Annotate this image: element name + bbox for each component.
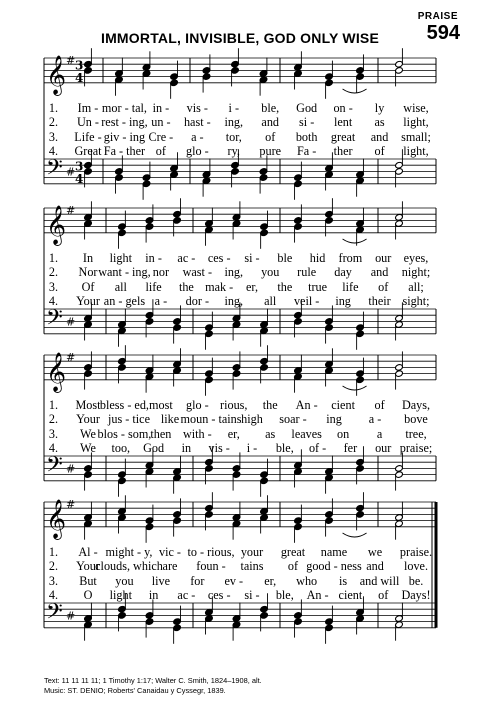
lyric-syllable: light, [403, 143, 429, 158]
lyric-syllable: hast - [183, 115, 211, 130]
lyric-syllable: from [338, 251, 363, 265]
lyric-syllable: Un - [76, 115, 100, 130]
treble-clef: 𝄞 [46, 204, 67, 245]
verse-number: 2. [48, 412, 58, 427]
lyric-syllable: Life - [74, 129, 102, 144]
treble-clef: 𝄞 [46, 351, 67, 392]
lyric-syllable: ing, [224, 115, 244, 130]
verse-number: 1. [48, 545, 58, 559]
lyric-syllable: our [375, 251, 392, 265]
lyric-syllable: glo - [185, 143, 209, 158]
lyric-line [0, 412, 480, 426]
lyric-syllable: praise. [399, 545, 433, 559]
lyric-syllable: are [162, 559, 178, 574]
lyric-syllable: an - gels [103, 293, 146, 308]
lyric-syllable: pure [259, 143, 282, 158]
lyric-syllable: in [181, 440, 192, 455]
lyric-syllable: of [374, 398, 385, 412]
lyric-syllable: a [376, 426, 383, 441]
lyric-line [0, 398, 480, 412]
lyric-syllable: both [295, 129, 318, 144]
lyric-syllable: night; [401, 265, 431, 280]
lyric-syllable: Great [74, 143, 102, 158]
lyric-syllable: eyes, [403, 251, 429, 265]
lyric-syllable: tains [240, 559, 264, 574]
lyric-syllable: i - [228, 101, 240, 115]
lyric-syllable: mor - tal, [101, 101, 147, 115]
lyric-syllable: fer [343, 440, 358, 455]
lyric-syllable: vis - [186, 101, 208, 115]
lyric-syllable: you [115, 573, 134, 588]
lyric-syllable: ac - [177, 251, 196, 265]
lyric-syllable: ble, [275, 440, 294, 455]
lyric-syllable: your [240, 545, 264, 559]
lyric-syllable: Fa - [297, 143, 317, 158]
lyric-syllable: great [330, 129, 356, 144]
lyric-syllable: We [80, 440, 96, 455]
lyric-syllable: rest - ing, [101, 115, 148, 130]
lyric-line [0, 144, 480, 158]
slur [343, 89, 367, 93]
verse-number: 1. [48, 251, 58, 265]
time-signature: 4 [75, 70, 84, 85]
verse-number: 4. [48, 587, 58, 602]
lyric-syllable: Your [76, 412, 100, 427]
key-signature: # [66, 351, 76, 364]
treble-clef: 𝄞 [46, 54, 67, 95]
lyric-syllable: of [378, 279, 389, 294]
lyric-syllable: si - [299, 115, 315, 130]
lyric-syllable: small; [401, 129, 431, 144]
lyric-syllable: day [334, 265, 352, 280]
key-signature: # [66, 165, 76, 179]
lyric-syllable: and [261, 115, 280, 130]
lyric-syllable: and [370, 265, 389, 280]
slur [343, 239, 367, 243]
lyric-syllable: i - [246, 440, 258, 455]
lyric-syllable: praise; [399, 440, 433, 455]
lyric-syllable: moun - tains [180, 412, 242, 427]
lyric-syllable: un - [151, 115, 171, 130]
lyric-syllable: the [277, 279, 293, 294]
key-signature: # [66, 498, 76, 511]
lyric-syllable: light, [403, 115, 429, 130]
lyric-syllable: live [151, 573, 171, 588]
lyric-syllable: rule [297, 265, 317, 280]
bass-clef: 𝄢 [46, 305, 63, 336]
lyric-syllable: vis - [208, 440, 230, 455]
lyric-syllable: Days, [401, 398, 431, 412]
lyric-syllable: of [265, 129, 276, 144]
lyric-syllable: ces - [207, 251, 231, 265]
lyric-syllable: on - [333, 101, 353, 115]
lyric-syllable: ble [277, 251, 293, 265]
lyric-line [0, 101, 480, 115]
lyric-syllable: who [296, 573, 318, 588]
lyric-syllable: and [370, 129, 389, 144]
lyric-line [0, 115, 480, 129]
lyric-syllable: cient [338, 587, 363, 602]
lyric-syllable: with - [182, 426, 212, 441]
lyric-line [0, 574, 480, 588]
verse-number: 2. [48, 559, 58, 574]
lyric-syllable: of [374, 143, 385, 158]
lyric-syllable: all; [408, 279, 424, 294]
lyric-syllable: as [265, 426, 276, 441]
lyric-syllable: tor, [225, 129, 242, 144]
lyric-syllable: soar - [279, 412, 307, 427]
lyric-syllable: er, [227, 426, 240, 441]
verse-number: 2. [48, 265, 58, 280]
lyric-syllable: the [262, 398, 278, 412]
lyric-syllable: ly [374, 101, 385, 115]
lyric-syllable: a - [154, 293, 168, 308]
lyric-syllable: jus - tice [108, 412, 150, 427]
lyric-syllable: Days! [401, 587, 431, 602]
lyric-syllable: ble, [261, 101, 280, 115]
lyric-syllable: hid [309, 251, 326, 265]
slur [343, 533, 367, 537]
lyric-syllable: our [375, 440, 392, 455]
lyric-syllable: si - [244, 251, 260, 265]
key-signature: # [66, 315, 76, 329]
lyric-syllable: er, [264, 573, 277, 588]
lyric-syllable: we [367, 545, 383, 559]
verse-number: 2. [48, 115, 58, 130]
lyric-line [0, 441, 480, 455]
key-signature: # [66, 54, 76, 67]
bass-clef: 𝄢 [46, 599, 63, 630]
lyric-syllable: of - [308, 440, 327, 455]
lyric-syllable: a - [368, 412, 382, 427]
lyric-syllable: be. [408, 573, 424, 588]
lyric-syllable: glo - [185, 398, 209, 412]
lyric-syllable: of [378, 587, 389, 602]
lyric-syllable: veil - [293, 293, 320, 308]
verse-number: 4. [48, 293, 58, 308]
lyric-syllable: too, [111, 440, 131, 455]
lyric-syllable: high [241, 412, 263, 427]
lyric-syllable: Most [75, 398, 101, 412]
bass-clef: 𝄢 [46, 155, 63, 186]
lyric-syllable: ing [326, 412, 342, 427]
hymn-title: IMMORTAL, INVISIBLE, GOD ONLY WISE [100, 30, 379, 46]
treble-clef: 𝄞 [46, 498, 67, 539]
lyric-syllable: vic - [159, 545, 181, 559]
text-credit: Text: 11 11 11 11; 1 Timothy 1:17; Walter C. Smith, 1824–1908, alt. [44, 676, 262, 685]
time-signature: 3 [75, 159, 84, 174]
slur [343, 386, 367, 390]
lyric-syllable: a - [191, 129, 204, 144]
verse-number: 3. [48, 573, 58, 588]
lyric-syllable: to - rious, [187, 545, 235, 559]
lyric-syllable: in - [145, 251, 162, 265]
lyric-syllable: Your [76, 293, 100, 308]
verse-number: 1. [48, 101, 58, 115]
lyric-syllable: the [178, 279, 194, 294]
lyric-syllable: name [320, 545, 348, 559]
lyric-line [0, 545, 480, 559]
lyric-syllable: tree, [405, 426, 427, 441]
section-label: PRAISE [417, 11, 458, 22]
lyric-syllable: An - [295, 398, 318, 412]
lyric-line [0, 559, 480, 573]
lyric-line [0, 130, 480, 144]
lyric-syllable: si - [244, 587, 260, 602]
lyric-syllable: ry, [227, 143, 240, 158]
lyric-line [0, 588, 480, 602]
lyric-syllable: Al - [78, 545, 98, 559]
key-signature: # [66, 204, 76, 217]
lyric-syllable: good - ness [306, 559, 362, 574]
verse-number: 4. [48, 143, 58, 158]
lyric-syllable: But [79, 573, 97, 588]
lyric-syllable: all [114, 279, 127, 294]
lyric-syllable: Of [81, 279, 95, 294]
lyric-syllable: ac - [177, 587, 196, 602]
lyric-syllable: life [342, 279, 359, 294]
lyric-syllable: on [337, 426, 350, 441]
lyric-syllable: for [190, 573, 205, 588]
lyric-syllable: life [145, 279, 162, 294]
lyric-syllable: of [287, 559, 299, 574]
lyric-syllable: and will [359, 573, 400, 588]
lyric-syllable: ing [335, 293, 351, 308]
lyric-syllable: Your [76, 559, 100, 574]
credits [44, 676, 262, 696]
lyric-syllable: sight; [402, 293, 430, 308]
lyric-line [0, 280, 480, 294]
lyric-syllable: want - ing, [98, 265, 151, 280]
lyric-line [0, 294, 480, 308]
verse-number: 3. [48, 426, 58, 441]
time-signature: 3 [75, 58, 84, 73]
lyric-syllable: bove [404, 412, 428, 427]
lyric-syllable: Fa - ther [103, 143, 146, 158]
lyric-syllable: leaves [291, 426, 322, 441]
lyric-syllable: foun - [196, 559, 226, 574]
lyric-syllable: clouds, which [95, 559, 163, 574]
lyric-syllable: might - y, [105, 545, 153, 559]
hymn-number: 594 [426, 22, 460, 44]
lyric-syllable: dor - [185, 293, 210, 308]
lyric-syllable: ing, [224, 293, 244, 308]
time-signature: 4 [75, 171, 84, 186]
music-credit: Music: ST. DENIO; Roberts' Canaidau y Cyssegr, 1839. [44, 686, 226, 695]
lyric-syllable: their [368, 293, 391, 308]
lyric-syllable: ther [333, 143, 353, 158]
lyric-syllable: Cre - [148, 129, 174, 144]
lyric-syllable: Nor [78, 265, 98, 280]
lyric-syllable: cient [331, 398, 355, 412]
verse-number: 3. [48, 279, 58, 294]
lyric-syllable: mak - [205, 279, 234, 294]
lyric-syllable: in - [152, 101, 170, 115]
lyric-syllable: and [366, 559, 384, 574]
bass-clef: 𝄢 [46, 452, 63, 483]
lyric-syllable: nor [152, 265, 169, 280]
verse-number: 4. [48, 440, 58, 455]
lyric-syllable: in [148, 587, 159, 602]
lyric-syllable: wise, [403, 101, 429, 115]
lyric-syllable: as [374, 115, 385, 130]
lyric-syllable: rious, [220, 398, 248, 412]
lyric-syllable: We [80, 426, 96, 441]
lyric-syllable: is [339, 573, 348, 588]
lyric-syllable: most [149, 398, 173, 412]
lyric-syllable: ing, [224, 265, 244, 280]
lyric-syllable: In [82, 251, 94, 265]
lyric-line [0, 265, 480, 279]
lyric-syllable: lent [333, 115, 353, 130]
lyric-syllable: like [160, 412, 180, 427]
lyric-syllable: giv - ing [103, 129, 146, 144]
lyric-syllable: light [109, 587, 132, 602]
lyric-syllable: ev - [224, 573, 244, 588]
lyric-syllable: bless - ed, [99, 398, 149, 412]
lyric-syllable: O [83, 587, 93, 602]
key-signature: # [66, 609, 76, 623]
lyric-line [0, 251, 480, 265]
lyric-syllable: God [143, 440, 165, 455]
lyric-syllable: love. [403, 559, 429, 574]
lyric-syllable: Im - [77, 101, 99, 115]
verse-number: 1. [48, 398, 58, 412]
lyric-syllable: true [308, 279, 328, 294]
key-signature: # [66, 462, 76, 476]
lyric-syllable: An - [306, 587, 329, 602]
lyric-syllable: ces - [207, 587, 231, 602]
lyric-syllable: wast - [182, 265, 213, 280]
verse-number: 3. [48, 129, 58, 144]
lyric-syllable: great [280, 545, 306, 559]
lyric-syllable: light [109, 251, 132, 265]
lyric-syllable: God [296, 101, 318, 115]
lyric-syllable: ble, [275, 587, 294, 602]
lyric-syllable: er, [245, 279, 259, 294]
lyric-syllable: then [150, 426, 172, 441]
lyric-syllable: of [155, 143, 166, 158]
lyric-syllable: all [264, 293, 277, 308]
lyric-syllable: blos - som, [97, 426, 152, 441]
lyric-syllable: you [261, 265, 280, 280]
lyric-line [0, 427, 480, 441]
